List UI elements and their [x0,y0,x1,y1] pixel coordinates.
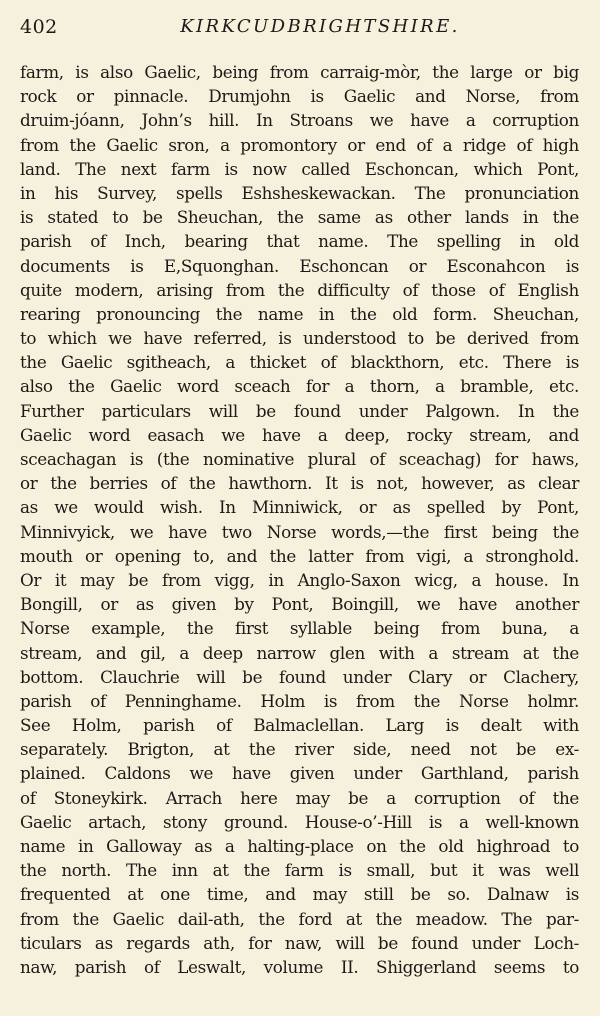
text-line: to which we have referred, is understood to be derived from [20,328,579,349]
text-line: the north. The inn at the farm is small, but it was well [20,860,579,881]
text-line: or the berries of the hawthorn. It is not, however, as clear [20,473,579,494]
text-line: stream, and gil, a deep narrow glen with a stream at the [20,642,579,663]
text-line: Norse example, the first syllable being from buna, a [20,618,579,639]
text-line: sceachagan is (the nominative plural of sceachag) for haws, [20,449,579,469]
running-head-title: KIRKCUDBRIGHTSHIRE. [180,16,460,37]
text-line: of Stoneykirk. Arrach here may be a corruption of the [20,787,579,808]
running-head [20,16,580,44]
text-line: separately. Brigton, at the river side, need not be ex- [20,739,579,760]
text-line: in his Survey, spells Eshsheskewackan. The pronunciation [20,182,579,203]
text-line: druim-jóann, John’s hill. In Stroans we have a corruption [20,110,579,131]
text-line: farm, is also Gaelic, being from carraig-mòr, the large or big [20,62,579,82]
text-line: ticulars as regards ath, for naw, will be found under Loch- [20,932,579,953]
text-line: parish of Inch, bearing that name. The spelling in old [20,231,579,252]
text-line: bottom. Clauchrie will be found under Clary or Clachery, [20,666,579,687]
text-line: name in Galloway as a halting-place on the old highroad to [20,836,579,856]
text-line: rearing pronouncing the name in the old form. Sheuchan, [20,303,579,324]
text-line: Or it may be from vigg, in Anglo-Saxon wicg, a house. In [20,569,579,590]
text-line: Bongill, or as given by Pont, Boingill, we have another [20,594,579,615]
text-line: Further particulars will be found under Palgown. In the [20,400,579,421]
text-line: the Gaelic sgitheach, a thicket of blackthorn, etc. There is [20,352,579,373]
text-line: naw, parish of Leswalt, volume II. Shiggerland seems to [20,956,579,977]
text-line: frequented at one time, and may still be so. Dalnaw is [20,884,579,905]
text-line: mouth or opening to, and the latter from vigi, a stronghold. [20,545,579,566]
body-text [20,60,579,979]
text-line: also the Gaelic word sceach for a thorn, a bramble, etc. [20,376,579,397]
text-line: as we would wish. In Minniwick, or as spelled by Pont, [20,497,579,518]
text-line: Gaelic artach, stony ground. House-o’-Hill is a well-known [20,811,579,832]
text-line: parish of Penninghame. Holm is from the Norse holmr. [20,690,579,711]
text-line: is stated to be Sheuchan, the same as other lands in the [20,207,579,228]
page-number: 402 [20,16,58,38]
text-line: Minnivyick, we have two Norse words,—the first being the [20,521,579,542]
text-line: from the Gaelic sron, a promontory or end of a ridge of high [20,134,579,155]
text-line: documents is E,Squonghan. Eschoncan or Esconahcon is [20,255,579,276]
text-line: rock or pinnacle. Drumjohn is Gaelic and Norse, from [20,86,579,107]
text-line: from the Gaelic dail-ath, the ford at the meadow. The par- [20,908,579,929]
text-line: Gaelic word easach we have a deep, rocky stream, and [20,424,579,445]
text-line: land. The next farm is now called Eschoncan, which Pont, [20,158,579,179]
text-line: See Holm, parish of Balmaclellan. Larg is dealt with [20,715,579,736]
text-line: plained. Caldons we have given under Garthland, parish [20,763,579,784]
text-line: quite modern, arising from the difficulty of those of English [20,279,579,300]
